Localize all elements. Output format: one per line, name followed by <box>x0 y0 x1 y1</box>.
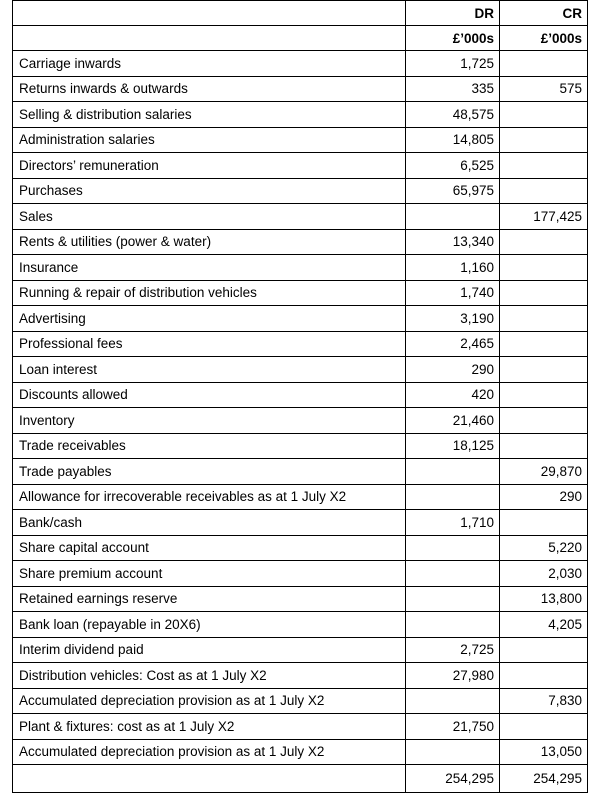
table-row <box>13 408 588 434</box>
credit-amount <box>500 178 588 204</box>
debit-amount <box>406 612 500 638</box>
debit-amount <box>406 688 500 714</box>
table-row <box>13 382 588 408</box>
account-label: Professional fees <box>13 331 406 357</box>
account-label: Advertising <box>13 306 406 332</box>
credit-amount <box>500 331 588 357</box>
account-label: Inventory <box>13 408 406 434</box>
credit-amount: 13,800 <box>500 586 588 612</box>
debit-amount: 27,980 <box>406 663 500 689</box>
account-label: Bank loan (repayable in 20X6) <box>13 612 406 638</box>
account-label: Distribution vehicles: Cost as at 1 July X2 <box>13 663 406 689</box>
debit-amount: 1,710 <box>406 510 500 536</box>
table-row <box>13 255 588 281</box>
account-label: Directors’ remuneration <box>13 153 406 179</box>
debit-amount <box>406 459 500 485</box>
table-row <box>13 280 588 306</box>
credit-amount <box>500 255 588 281</box>
dr-unit: £’000s <box>406 26 500 51</box>
account-label: Accumulated depreciation provision as at 1 July X2 <box>13 688 406 714</box>
credit-amount <box>500 637 588 663</box>
cr-unit: £’000s <box>500 26 588 51</box>
debit-amount: 1,725 <box>406 51 500 77</box>
table-row <box>13 637 588 663</box>
table-row <box>13 51 588 77</box>
credit-amount <box>500 280 588 306</box>
account-label: Retained earnings reserve <box>13 586 406 612</box>
debit-amount <box>406 739 500 765</box>
credit-amount: 4,205 <box>500 612 588 638</box>
table-row <box>13 357 588 383</box>
credit-amount <box>500 408 588 434</box>
credit-amount <box>500 510 588 536</box>
debit-amount: 65,975 <box>406 178 500 204</box>
table-row <box>13 153 588 179</box>
credit-amount <box>500 51 588 77</box>
debit-amount <box>406 561 500 587</box>
table-row <box>13 663 588 689</box>
credit-amount <box>500 433 588 459</box>
account-label: Share premium account <box>13 561 406 587</box>
credit-amount: 13,050 <box>500 739 588 765</box>
account-label: Allowance for irrecoverable receivables as at 1 July X2 <box>13 484 406 510</box>
account-label: Loan interest <box>13 357 406 383</box>
table-row <box>13 510 588 536</box>
debit-amount: 2,465 <box>406 331 500 357</box>
debit-amount: 6,525 <box>406 153 500 179</box>
header-blank-cell <box>13 1 406 26</box>
account-label: Returns inwards & outwards <box>13 76 406 102</box>
table-row <box>13 76 588 102</box>
credit-amount <box>500 306 588 332</box>
account-label: Discounts allowed <box>13 382 406 408</box>
credit-amount <box>500 229 588 255</box>
table-row <box>13 102 588 128</box>
debit-amount: 21,460 <box>406 408 500 434</box>
table-row <box>13 229 588 255</box>
credit-amount: 254,295 <box>500 765 588 793</box>
dr-header: DR <box>406 1 500 26</box>
debit-amount: 3,190 <box>406 306 500 332</box>
account-label: Trade payables <box>13 459 406 485</box>
credit-amount: 177,425 <box>500 204 588 230</box>
account-label: Bank/cash <box>13 510 406 536</box>
account-label: Rents & utilities (power & water) <box>13 229 406 255</box>
credit-amount: 290 <box>500 484 588 510</box>
unit-row <box>13 26 588 51</box>
table-row <box>13 433 588 459</box>
account-label <box>13 765 406 793</box>
account-label: Insurance <box>13 255 406 281</box>
account-label: Plant & fixtures: cost as at 1 July X2 <box>13 714 406 740</box>
table-row <box>13 714 588 740</box>
credit-amount: 5,220 <box>500 535 588 561</box>
credit-amount <box>500 663 588 689</box>
unit-blank-cell <box>13 26 406 51</box>
debit-amount: 48,575 <box>406 102 500 128</box>
table-row <box>13 739 588 765</box>
account-label: Selling & distribution salaries <box>13 102 406 128</box>
debit-amount: 13,340 <box>406 229 500 255</box>
account-label: Interim dividend paid <box>13 637 406 663</box>
credit-amount: 7,830 <box>500 688 588 714</box>
debit-amount: 254,295 <box>406 765 500 793</box>
credit-amount <box>500 714 588 740</box>
table-row <box>13 535 588 561</box>
debit-amount: 420 <box>406 382 500 408</box>
credit-amount <box>500 102 588 128</box>
table-row <box>13 204 588 230</box>
credit-amount <box>500 357 588 383</box>
table-row <box>13 127 588 153</box>
account-label: Accumulated depreciation provision as at 1 July X2 <box>13 739 406 765</box>
debit-amount: 14,805 <box>406 127 500 153</box>
account-label: Share capital account <box>13 535 406 561</box>
account-label: Trade receivables <box>13 433 406 459</box>
debit-amount: 1,160 <box>406 255 500 281</box>
table-row <box>13 459 588 485</box>
header-row <box>13 1 588 26</box>
debit-amount <box>406 535 500 561</box>
totals-row <box>13 765 588 793</box>
debit-amount: 1,740 <box>406 280 500 306</box>
cr-header: CR <box>500 1 588 26</box>
debit-amount <box>406 586 500 612</box>
credit-amount <box>500 153 588 179</box>
table-row <box>13 306 588 332</box>
debit-amount <box>406 484 500 510</box>
account-label: Sales <box>13 204 406 230</box>
debit-amount <box>406 204 500 230</box>
debit-amount: 335 <box>406 76 500 102</box>
table-row <box>13 586 588 612</box>
credit-amount: 575 <box>500 76 588 102</box>
debit-amount: 290 <box>406 357 500 383</box>
table-row <box>13 688 588 714</box>
account-label: Running & repair of distribution vehicles <box>13 280 406 306</box>
debit-amount: 2,725 <box>406 637 500 663</box>
trial-balance-table <box>12 0 588 793</box>
table-row <box>13 484 588 510</box>
table-row <box>13 331 588 357</box>
credit-amount: 29,870 <box>500 459 588 485</box>
account-label: Administration salaries <box>13 127 406 153</box>
table-row <box>13 612 588 638</box>
debit-amount: 21,750 <box>406 714 500 740</box>
credit-amount <box>500 127 588 153</box>
credit-amount <box>500 382 588 408</box>
table-row <box>13 561 588 587</box>
account-label: Purchases <box>13 178 406 204</box>
credit-amount: 2,030 <box>500 561 588 587</box>
account-label: Carriage inwards <box>13 51 406 77</box>
debit-amount: 18,125 <box>406 433 500 459</box>
table-row <box>13 178 588 204</box>
trial-balance-body <box>13 1 588 793</box>
